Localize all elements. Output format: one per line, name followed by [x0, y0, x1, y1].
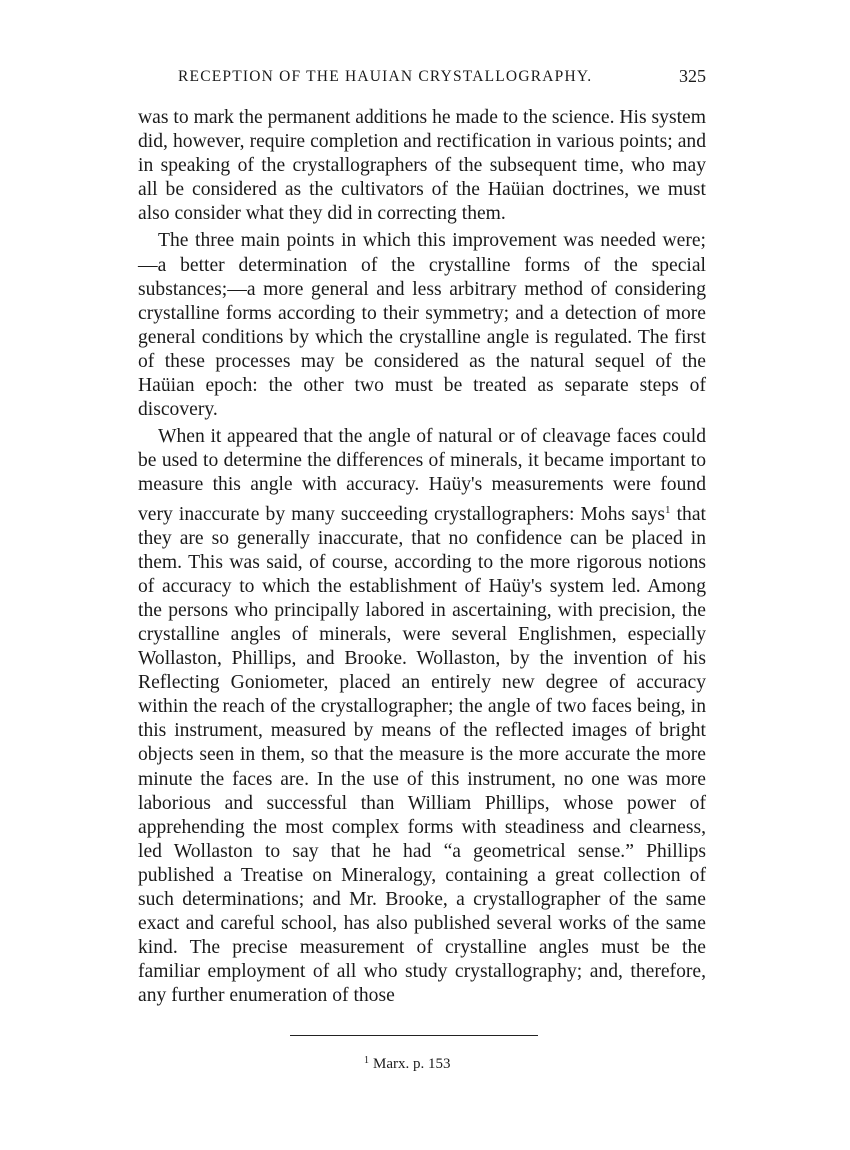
paragraph-text-before-ref: When it appeared that the angle of natural or of cleavage faces could be used to determine the differences of minerals, it became important to measure this angle with accuracy. Haüy's measurements were found very inaccurate by many succeeding crystallographers: Mohs says [138, 426, 706, 525]
paragraph-measurement [138, 425, 706, 1008]
page-number: 325 [679, 66, 706, 86]
footnote-reference: 1 [665, 503, 671, 516]
body-text [138, 106, 706, 1008]
book-page [138, 62, 706, 1072]
footnote [364, 1055, 451, 1073]
footnote-text: Marx. p. 153 [373, 1056, 451, 1072]
footnote-marker: 1 [364, 1055, 369, 1066]
paragraph-continuation: was to mark the permanent additions he made to the science. His system did, however, require completion and rectification in various points; and in speaking of the crystallographers of the subsequent time, who may all be considered as the cultivators of the Haüian doctrines, we must also consider what they did in correcting them. [138, 107, 706, 225]
footnote-rule [290, 1035, 538, 1036]
running-title: RECEPTION OF THE HAUIAN CRYSTALLOGRAPHY. [178, 68, 593, 85]
paragraph-text-after-ref: that they are so generally inaccurate, that no confidence can be placed in them. This was said, of course, according to the more rigorous notions of accuracy to which the establishment of Haüy's system led. Among the persons who principally labored in ascertaining, with precision, the crystalline angles of minerals, were several Englishmen, especially Wollaston, Phillips, and Brooke. Wollaston, by the invention of his Reflecting Goniometer, placed an entirely new degree of accuracy within the reach of the crystallographer; the angle of two faces being, in this instrument, measured by means of the reflected images of bright objects seen in them, so that the measure is the more accurate the more minute the faces are. In the use of this instrument, no one was more laborious and successful than William Phillips, whose power of apprehending the most complex forms with steadiness and clearness, led Wollaston to say that he had “a geometrical sense.” Phillips published a Treatise on Mineralogy, containing a great collection of such determinations; and Mr. Brooke, a crystallographer of the same exact and careful school, has also published several works of the same kind. The precise measurement of crystalline angles must be the familiar employment of all who study crystallography; and, therefore, any further enumeration of those [138, 503, 706, 1007]
running-head [138, 62, 706, 90]
paragraph-improvement-points: The three main points in which this improvement was needed were;—a better determination of the crystalline forms of the special substances;—a more general and less arbitrary method of considering crystalline forms according to their symmetry; and a detection of more general conditions by which the crystalline angle is regulated. The first of these processes may be considered as the natural sequel of the Haüian epoch: the other two must be treated as separate steps of discovery. [138, 230, 706, 421]
